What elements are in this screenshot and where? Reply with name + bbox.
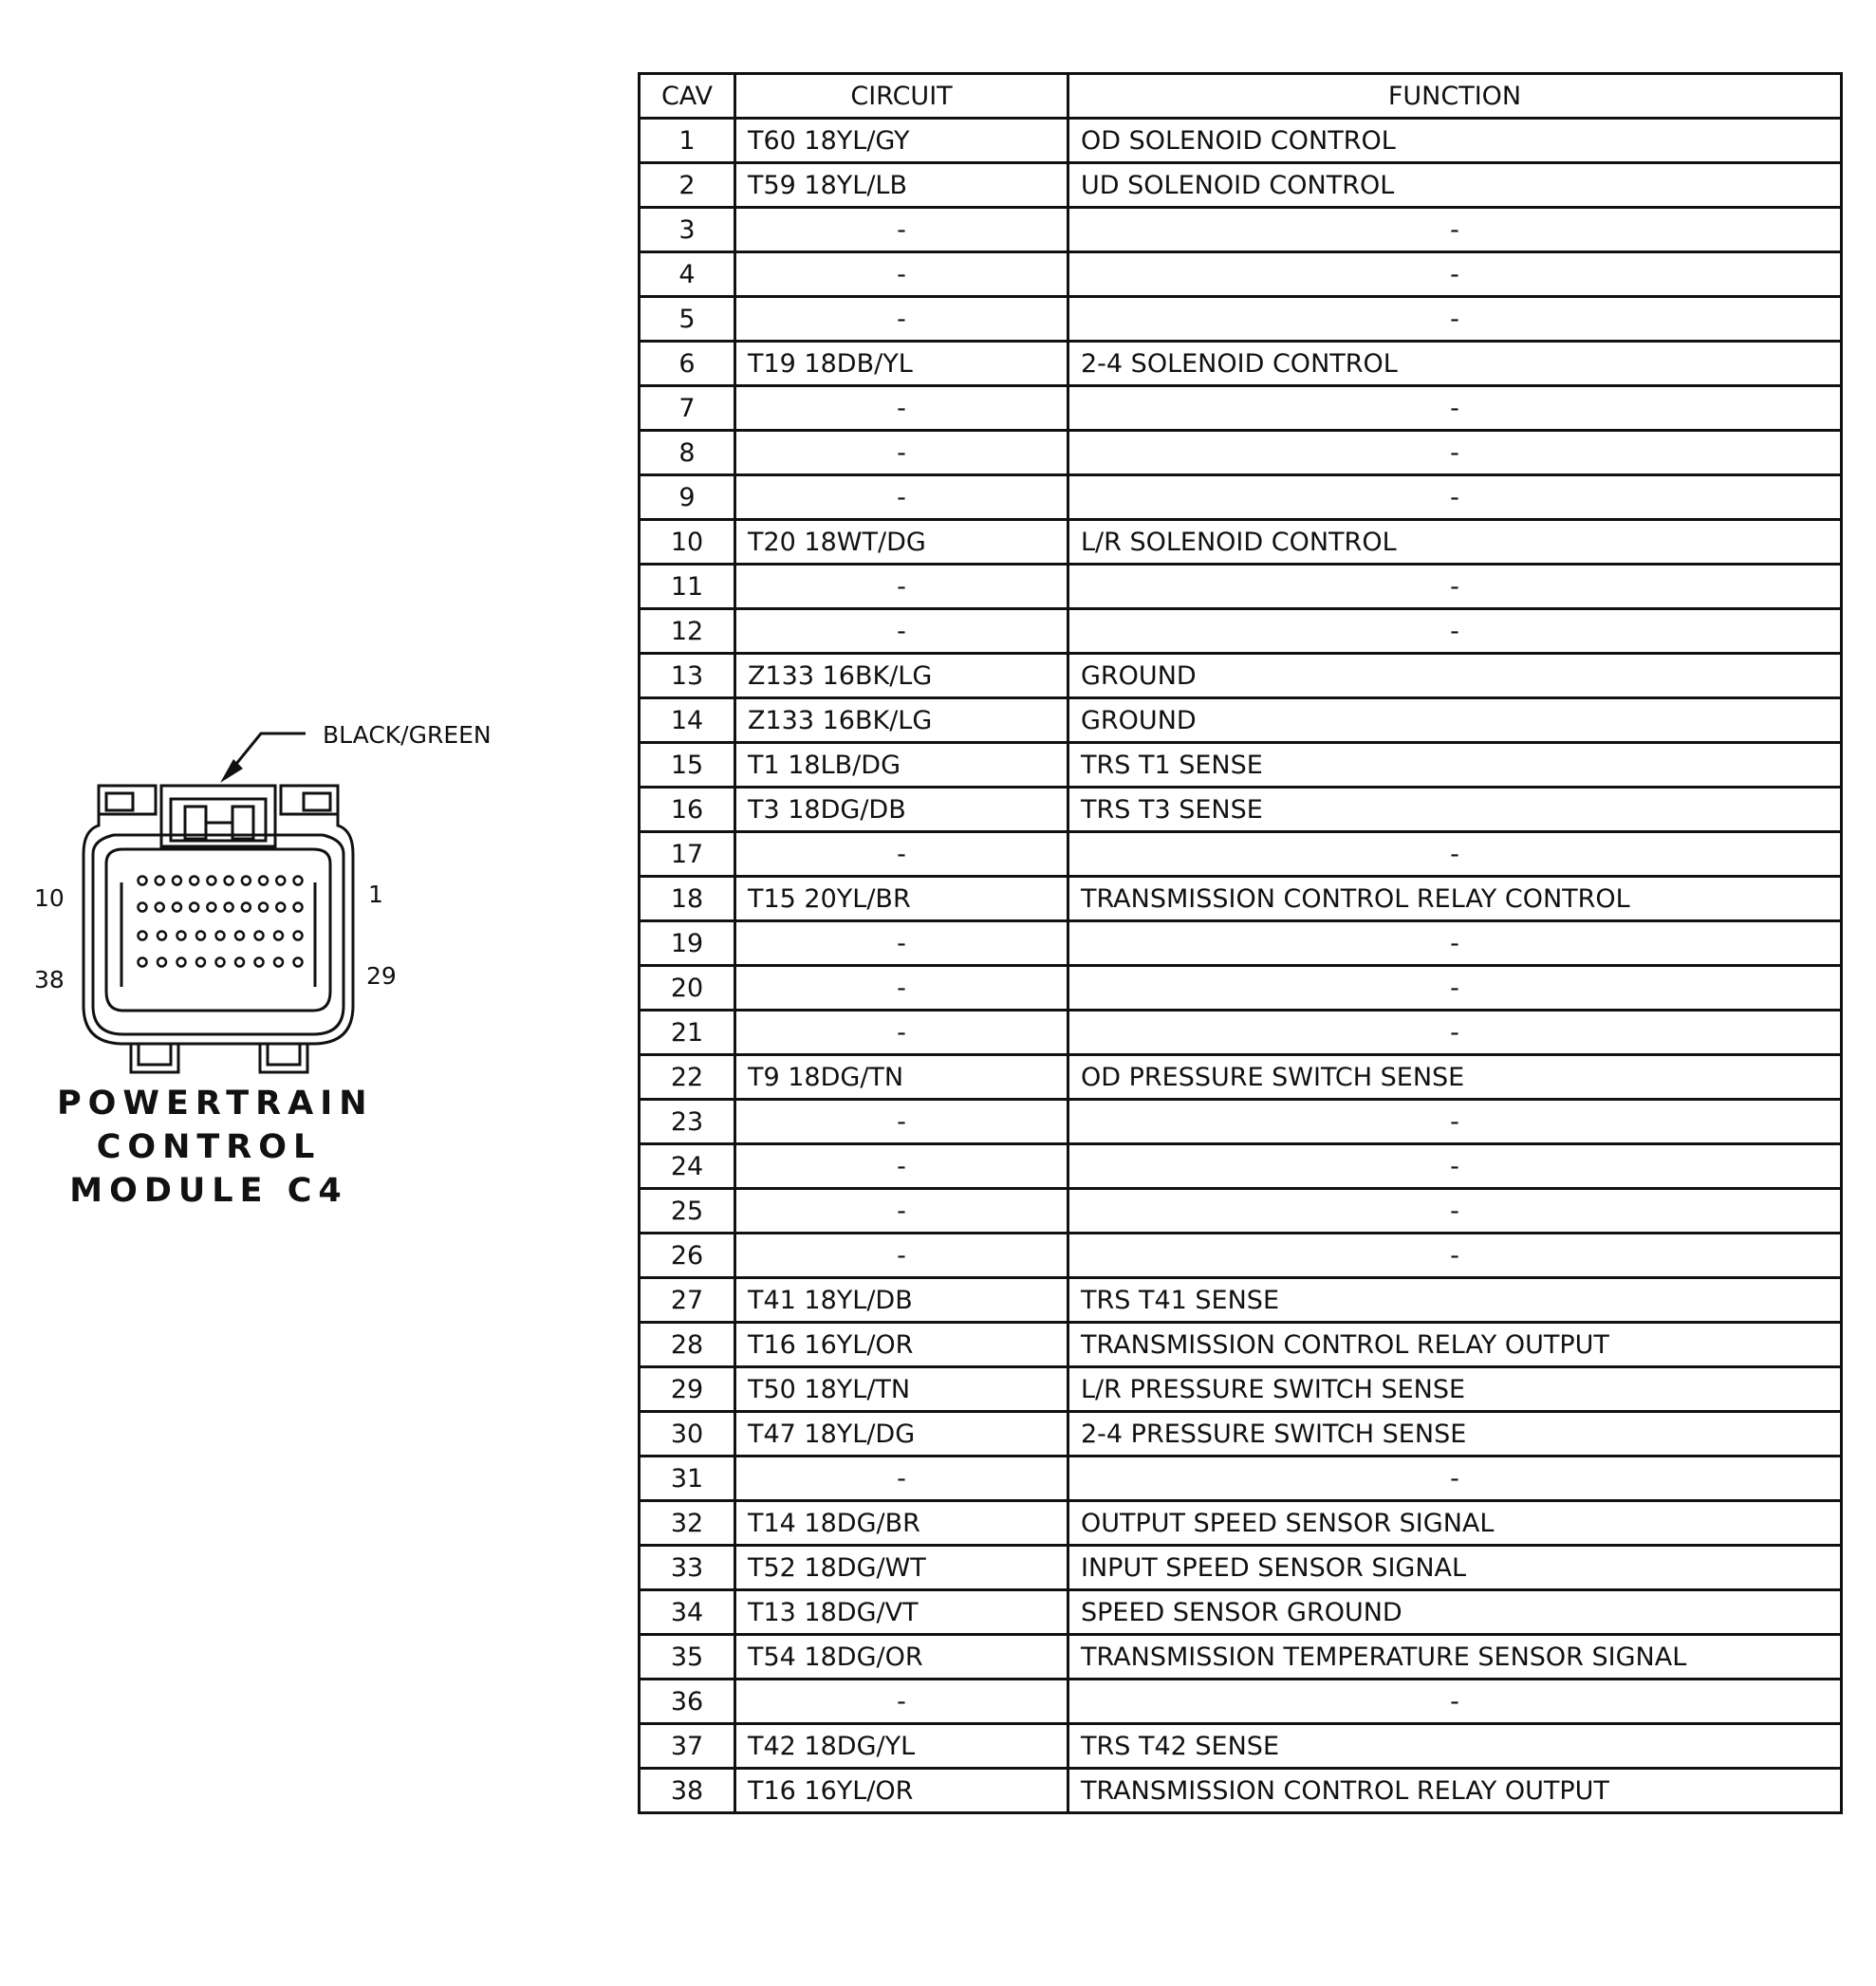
circuit-cell: -: [735, 1100, 1068, 1144]
function-cell: -: [1068, 1680, 1842, 1724]
circuit-cell: -: [735, 966, 1068, 1011]
table-row: [640, 342, 1842, 386]
cav-cell: 3: [640, 208, 735, 252]
table-row: [640, 698, 1842, 743]
circuit-cell: T41 18YL/DB: [735, 1278, 1068, 1323]
circuit-cell: -: [735, 1011, 1068, 1055]
cav-cell: 16: [640, 788, 735, 832]
table-row: [640, 1635, 1842, 1680]
pin-cavity: [190, 903, 198, 912]
table-row: [640, 1724, 1842, 1769]
circuit-cell: T16 16YL/OR: [735, 1769, 1068, 1813]
pin-cavities: [139, 877, 303, 967]
circuit-cell: -: [735, 1680, 1068, 1724]
circuit-cell: T14 18DG/BR: [735, 1501, 1068, 1546]
function-cell: SPEED SENSOR GROUND: [1068, 1590, 1842, 1635]
pin-cavity: [242, 903, 251, 912]
cav-cell: 8: [640, 431, 735, 475]
pin-label-bottom-left: 38: [34, 966, 65, 993]
function-cell: TRS T41 SENSE: [1068, 1278, 1842, 1323]
pin-label-bottom-right: 29: [366, 962, 397, 990]
pin-cavity: [207, 877, 215, 885]
cav-cell: 21: [640, 1011, 735, 1055]
circuit-cell: T47 18YL/DG: [735, 1412, 1068, 1457]
function-cell: -: [1068, 1144, 1842, 1189]
cav-cell: 28: [640, 1323, 735, 1367]
pin-cavity: [259, 903, 268, 912]
circuit-cell: T59 18YL/LB: [735, 163, 1068, 208]
circuit-cell: T50 18YL/TN: [735, 1367, 1068, 1412]
table-row: [640, 1590, 1842, 1635]
connector-diagram: [0, 664, 531, 1253]
circuit-cell: -: [735, 1144, 1068, 1189]
cav-cell: 33: [640, 1546, 735, 1590]
function-cell: TRANSMISSION CONTROL RELAY OUTPUT: [1068, 1323, 1842, 1367]
pin-cavity: [158, 932, 166, 940]
table-row: [640, 1234, 1842, 1278]
function-cell: -: [1068, 297, 1842, 342]
pin-cavity: [216, 958, 225, 967]
connector-latch: [161, 786, 275, 846]
table-row: [640, 475, 1842, 520]
connector-title-line-1: POWERTRAIN: [57, 1085, 374, 1123]
pin-cavity: [294, 932, 303, 940]
cav-cell: 22: [640, 1055, 735, 1100]
cav-cell: 34: [640, 1590, 735, 1635]
table-row: [640, 1189, 1842, 1234]
cav-cell: 24: [640, 1144, 735, 1189]
color-arrow-head: [220, 759, 243, 783]
function-cell: -: [1068, 431, 1842, 475]
pin-cavity: [139, 932, 147, 940]
pin-cavity: [196, 932, 205, 940]
circuit-cell: -: [735, 475, 1068, 520]
circuit-cell: Z133 16BK/LG: [735, 698, 1068, 743]
header-cav: CAV: [640, 74, 735, 119]
function-cell: INPUT SPEED SENSOR SIGNAL: [1068, 1546, 1842, 1590]
pin-cavity: [294, 877, 303, 885]
circuit-cell: -: [735, 921, 1068, 966]
pin-cavity: [158, 958, 166, 967]
color-label: BLACK/GREEN: [323, 721, 492, 749]
circuit-cell: T54 18DG/OR: [735, 1635, 1068, 1680]
cav-cell: 27: [640, 1278, 735, 1323]
function-cell: -: [1068, 1011, 1842, 1055]
cav-cell: 15: [640, 743, 735, 788]
function-cell: L/R SOLENOID CONTROL: [1068, 520, 1842, 565]
pin-cavity: [173, 877, 181, 885]
cav-cell: 18: [640, 877, 735, 921]
pin-cavity: [196, 958, 205, 967]
cav-cell: 7: [640, 386, 735, 431]
cav-cell: 19: [640, 921, 735, 966]
cav-cell: 17: [640, 832, 735, 877]
pin-cavity: [177, 932, 186, 940]
pin-cavity: [255, 932, 264, 940]
cav-cell: 12: [640, 609, 735, 654]
cav-cell: 4: [640, 252, 735, 297]
function-cell: -: [1068, 475, 1842, 520]
cav-cell: 2: [640, 163, 735, 208]
circuit-cell: T1 18LB/DG: [735, 743, 1068, 788]
cav-cell: 9: [640, 475, 735, 520]
table-header-row: [640, 74, 1842, 119]
circuit-cell: T9 18DG/TN: [735, 1055, 1068, 1100]
pin-cavity: [225, 877, 233, 885]
pin-cavity: [139, 877, 147, 885]
circuit-cell: Z133 16BK/LG: [735, 654, 1068, 698]
pin-cavity: [274, 932, 283, 940]
cav-cell: 11: [640, 565, 735, 609]
pin-cavity: [139, 958, 147, 967]
pin-cavity: [235, 958, 244, 967]
table-row: [640, 297, 1842, 342]
function-cell: -: [1068, 921, 1842, 966]
pin-cavity: [294, 958, 303, 967]
table-row: [640, 1769, 1842, 1813]
function-cell: OD SOLENOID CONTROL: [1068, 119, 1842, 163]
function-cell: OD PRESSURE SWITCH SENSE: [1068, 1055, 1842, 1100]
circuit-cell: -: [735, 208, 1068, 252]
cav-cell: 36: [640, 1680, 735, 1724]
cav-cell: 5: [640, 297, 735, 342]
table-row: [640, 1278, 1842, 1323]
cav-cell: 1: [640, 119, 735, 163]
pin-cavity: [242, 877, 251, 885]
table-row: [640, 1323, 1842, 1367]
table-row: [640, 654, 1842, 698]
function-cell: TRANSMISSION TEMPERATURE SENSOR SIGNAL: [1068, 1635, 1842, 1680]
pinout-table: [638, 72, 1843, 1814]
pin-cavity: [190, 877, 198, 885]
connector-title-line-2: CONTROL: [96, 1128, 322, 1166]
function-cell: -: [1068, 1234, 1842, 1278]
circuit-cell: -: [735, 297, 1068, 342]
circuit-cell: T60 18YL/GY: [735, 119, 1068, 163]
function-cell: TRANSMISSION CONTROL RELAY OUTPUT: [1068, 1769, 1842, 1813]
cav-cell: 23: [640, 1100, 735, 1144]
pinout-table-body: [640, 119, 1842, 1813]
pin-cavity: [177, 958, 186, 967]
circuit-cell: T16 16YL/OR: [735, 1323, 1068, 1367]
function-cell: -: [1068, 1189, 1842, 1234]
cav-cell: 29: [640, 1367, 735, 1412]
circuit-cell: -: [735, 609, 1068, 654]
table-row: [640, 208, 1842, 252]
circuit-cell: -: [735, 252, 1068, 297]
circuit-cell: T13 18DG/VT: [735, 1590, 1068, 1635]
table-row: [640, 386, 1842, 431]
table-row: [640, 431, 1842, 475]
function-cell: -: [1068, 208, 1842, 252]
cav-cell: 38: [640, 1769, 735, 1813]
circuit-cell: T42 18DG/YL: [735, 1724, 1068, 1769]
function-cell: OUTPUT SPEED SENSOR SIGNAL: [1068, 1501, 1842, 1546]
table-row: [640, 832, 1842, 877]
circuit-cell: -: [735, 565, 1068, 609]
function-cell: -: [1068, 252, 1842, 297]
circuit-cell: -: [735, 386, 1068, 431]
pin-cavity: [235, 932, 244, 940]
cav-cell: 26: [640, 1234, 735, 1278]
table-row: [640, 1100, 1842, 1144]
cav-cell: 10: [640, 520, 735, 565]
table-row: [640, 743, 1842, 788]
pin-cavity: [156, 903, 164, 912]
function-cell: 2-4 SOLENOID CONTROL: [1068, 342, 1842, 386]
pin-cavity: [225, 903, 233, 912]
function-cell: -: [1068, 386, 1842, 431]
cav-cell: 30: [640, 1412, 735, 1457]
circuit-cell: T3 18DG/DB: [735, 788, 1068, 832]
circuit-cell: -: [735, 1457, 1068, 1501]
table-row: [640, 1144, 1842, 1189]
pin-label-top-right: 1: [368, 881, 383, 908]
function-cell: TRS T42 SENSE: [1068, 1724, 1842, 1769]
circuit-cell: -: [735, 431, 1068, 475]
table-row: [640, 788, 1842, 832]
cav-cell: 32: [640, 1501, 735, 1546]
cav-cell: 35: [640, 1635, 735, 1680]
pin-cavity: [156, 877, 164, 885]
circuit-cell: -: [735, 1189, 1068, 1234]
pin-label-top-left: 10: [34, 884, 65, 912]
table-row: [640, 1367, 1842, 1412]
table-row: [640, 163, 1842, 208]
function-cell: -: [1068, 1457, 1842, 1501]
pin-cavity: [276, 877, 285, 885]
table-row: [640, 877, 1842, 921]
pin-cavity: [255, 958, 264, 967]
circuit-cell: -: [735, 1234, 1068, 1278]
connector-title-line-3: MODULE C4: [69, 1172, 348, 1210]
circuit-cell: -: [735, 832, 1068, 877]
pin-cavity: [173, 903, 181, 912]
pin-cavity: [276, 903, 285, 912]
table-row: [640, 1680, 1842, 1724]
cav-cell: 25: [640, 1189, 735, 1234]
cav-cell: 31: [640, 1457, 735, 1501]
pin-cavity: [294, 903, 303, 912]
pin-cavity: [216, 932, 225, 940]
table-row: [640, 1457, 1842, 1501]
pin-cavity: [207, 903, 215, 912]
table-row: [640, 609, 1842, 654]
function-cell: TRANSMISSION CONTROL RELAY CONTROL: [1068, 877, 1842, 921]
function-cell: -: [1068, 832, 1842, 877]
cav-cell: 13: [640, 654, 735, 698]
function-cell: -: [1068, 966, 1842, 1011]
function-cell: TRS T3 SENSE: [1068, 788, 1842, 832]
table-row: [640, 252, 1842, 297]
header-function: FUNCTION: [1068, 74, 1842, 119]
pin-cavity: [259, 877, 268, 885]
table-row: [640, 520, 1842, 565]
table-row: [640, 1055, 1842, 1100]
circuit-cell: T15 20YL/BR: [735, 877, 1068, 921]
function-cell: 2-4 PRESSURE SWITCH SENSE: [1068, 1412, 1842, 1457]
function-cell: L/R PRESSURE SWITCH SENSE: [1068, 1367, 1842, 1412]
cav-cell: 14: [640, 698, 735, 743]
function-cell: -: [1068, 609, 1842, 654]
function-cell: -: [1068, 565, 1842, 609]
cav-cell: 6: [640, 342, 735, 386]
table-row: [640, 921, 1842, 966]
connector-insert: [106, 849, 330, 1011]
circuit-cell: T19 18DB/YL: [735, 342, 1068, 386]
table-row: [640, 119, 1842, 163]
pin-cavity: [139, 903, 147, 912]
cav-cell: 20: [640, 966, 735, 1011]
circuit-cell: T20 18WT/DG: [735, 520, 1068, 565]
circuit-cell: T52 18DG/WT: [735, 1546, 1068, 1590]
function-cell: TRS T1 SENSE: [1068, 743, 1842, 788]
header-circuit: CIRCUIT: [735, 74, 1068, 119]
function-cell: UD SOLENOID CONTROL: [1068, 163, 1842, 208]
connector-title: [57, 1082, 374, 1213]
function-cell: -: [1068, 1100, 1842, 1144]
color-leader-line: [232, 733, 306, 769]
cav-cell: 37: [640, 1724, 735, 1769]
table-row: [640, 1011, 1842, 1055]
table-row: [640, 966, 1842, 1011]
table-row: [640, 1501, 1842, 1546]
function-cell: GROUND: [1068, 698, 1842, 743]
table-row: [640, 1412, 1842, 1457]
pin-cavity: [274, 958, 283, 967]
table-row: [640, 1546, 1842, 1590]
table-row: [640, 565, 1842, 609]
function-cell: GROUND: [1068, 654, 1842, 698]
